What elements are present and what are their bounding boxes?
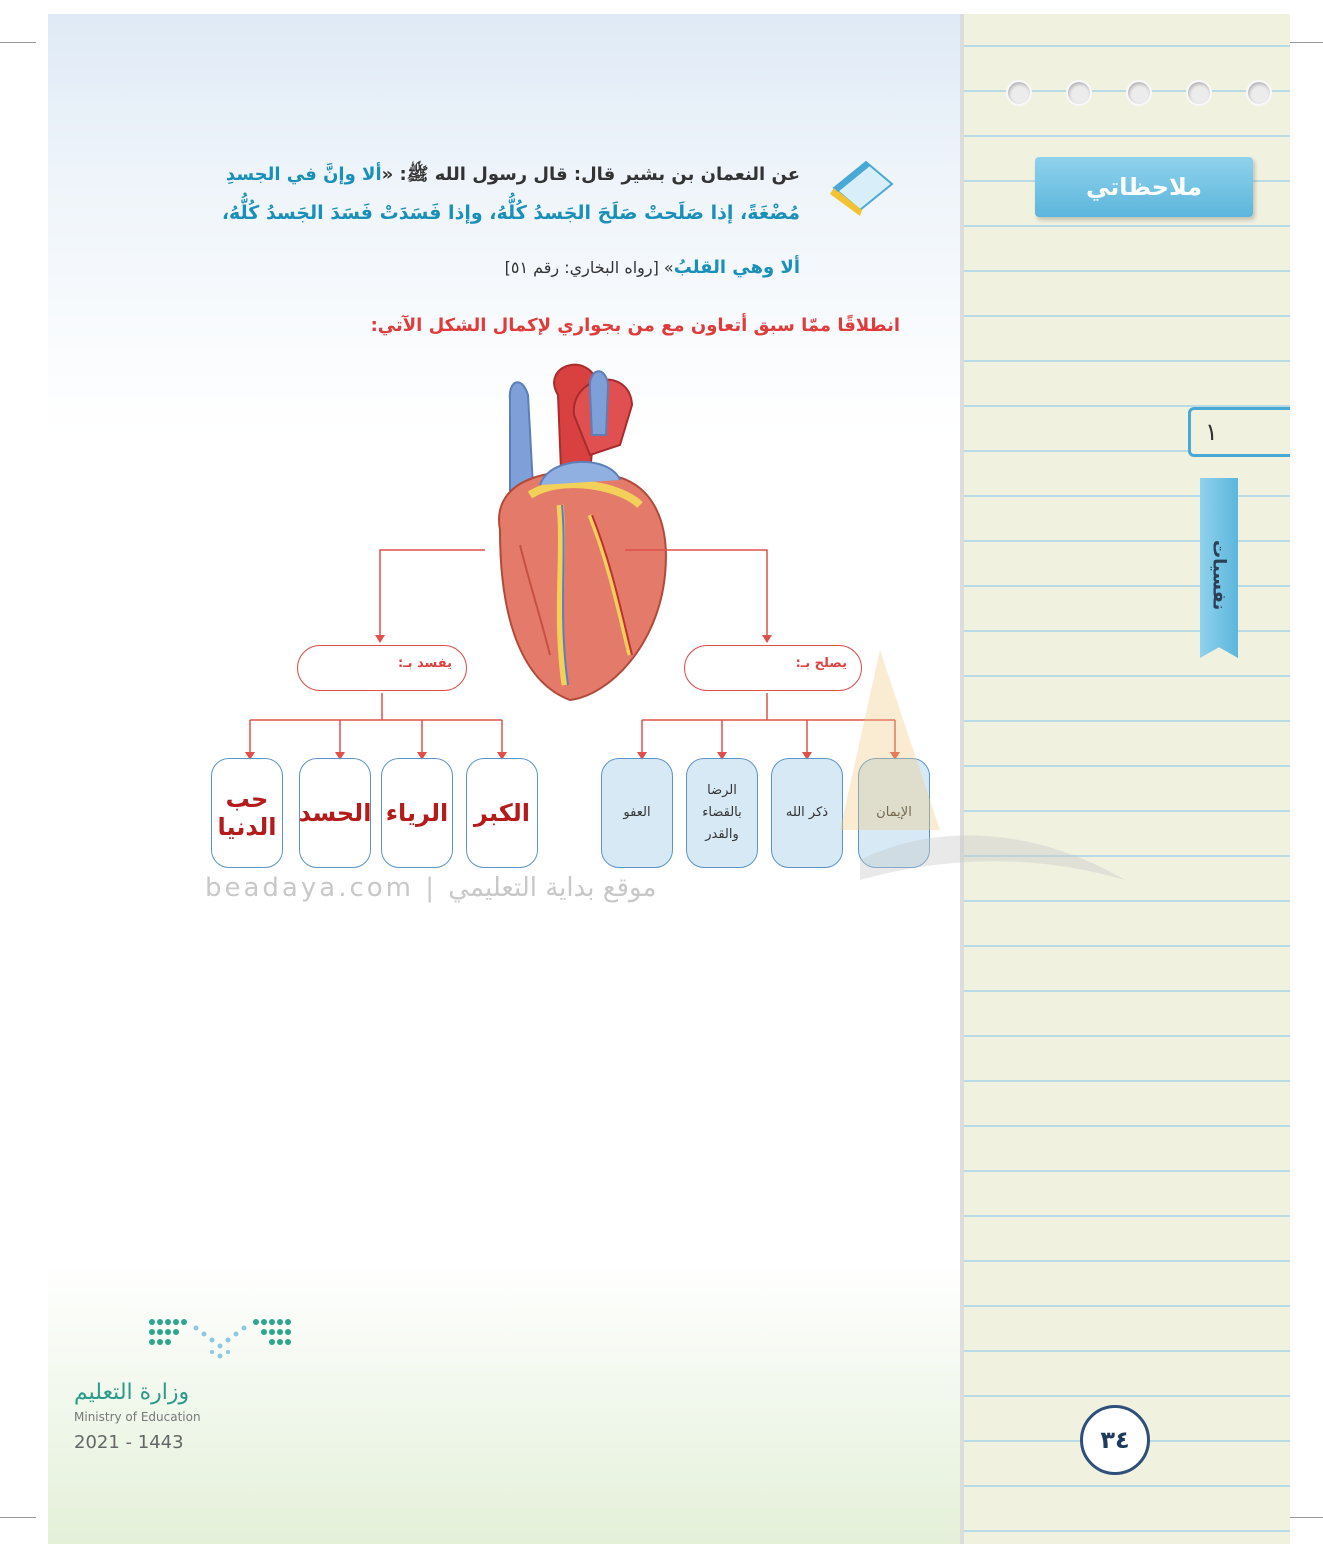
binder-ring-icon <box>1006 80 1032 106</box>
hadith-line-2: مُضْغَةً، إذا صَلَحتْ صَلَحَ الجَسدُ كُلُّهُ، وإذا فَسَدَتْ فَسَدَ الجَسدُ كُلُّهُ، <box>221 202 800 224</box>
hadith-quote-3: ألا وهي القلبُ <box>673 257 800 278</box>
binder-ring-icon <box>1246 80 1272 106</box>
unit-number: ١ <box>1205 418 1218 446</box>
year-label: 2021 - 1443 <box>74 1432 184 1453</box>
notes-tab-label: ملاحظاتي <box>1085 173 1203 201</box>
reformed-by-label: يصلح بـ: <box>795 656 847 671</box>
binder-ring-icon <box>1126 80 1152 106</box>
spoils-by-label: يفسد بـ: <box>397 656 452 671</box>
ministry-logo-icon <box>146 1314 294 1366</box>
hadith-citation: » [رواه البخاري: رقم ٥١] <box>504 258 674 277</box>
crop-mark <box>0 1517 36 1518</box>
ministry-name-arabic: وزارة التعليم <box>74 1380 190 1405</box>
spoils-by-oval <box>297 645 467 691</box>
binder-ring-icon <box>1186 80 1212 106</box>
watermark-text: beadaya.com | موقع بداية التعليمي <box>205 873 657 903</box>
bad-item-text: الرياء <box>385 799 449 827</box>
bad-item-text: حب الدنيا <box>217 785 277 841</box>
page-number: ٣٤ <box>1080 1405 1150 1475</box>
crop-mark <box>1287 42 1323 43</box>
unit-title: نفسيات <box>1208 539 1230 611</box>
crop-mark <box>1287 1517 1323 1518</box>
good-item-text: العفو <box>623 805 651 820</box>
good-item-cell <box>601 758 673 868</box>
notebook-icon <box>826 158 898 216</box>
good-item-cell <box>686 758 758 868</box>
unit-number-box <box>1188 407 1290 457</box>
bad-item-cell <box>299 758 371 868</box>
hadith-intro: عن النعمان بن بشير قال: قال رسول الله ﷺ: « <box>381 164 800 185</box>
hadith-line-3 <box>460 257 800 278</box>
instruction-text: انطلاقًا ممّا سبق أتعاون مع من بجواري لإكمال الشكل الآتي: <box>370 315 900 336</box>
crop-mark <box>0 42 36 43</box>
bad-item-cell <box>466 758 538 868</box>
pen-nib-watermark-icon <box>820 630 1130 900</box>
notes-tab <box>1035 157 1253 217</box>
binder-ring-icon <box>1066 80 1092 106</box>
good-item-text: ذكر الله <box>785 805 829 820</box>
hadith-quote-1: ألا وإنَّ في الجسدِ <box>225 164 382 185</box>
bad-item-cell <box>381 758 453 868</box>
bad-item-text: الحسد <box>298 799 372 827</box>
good-item-text: الرضا بالقضاء والقدر <box>702 783 742 842</box>
hadith-line-1 <box>160 163 800 189</box>
bad-item-cell <box>211 758 283 868</box>
bad-item-text: الكبر <box>474 799 530 827</box>
ministry-name-english: Ministry of Education <box>74 1410 201 1424</box>
